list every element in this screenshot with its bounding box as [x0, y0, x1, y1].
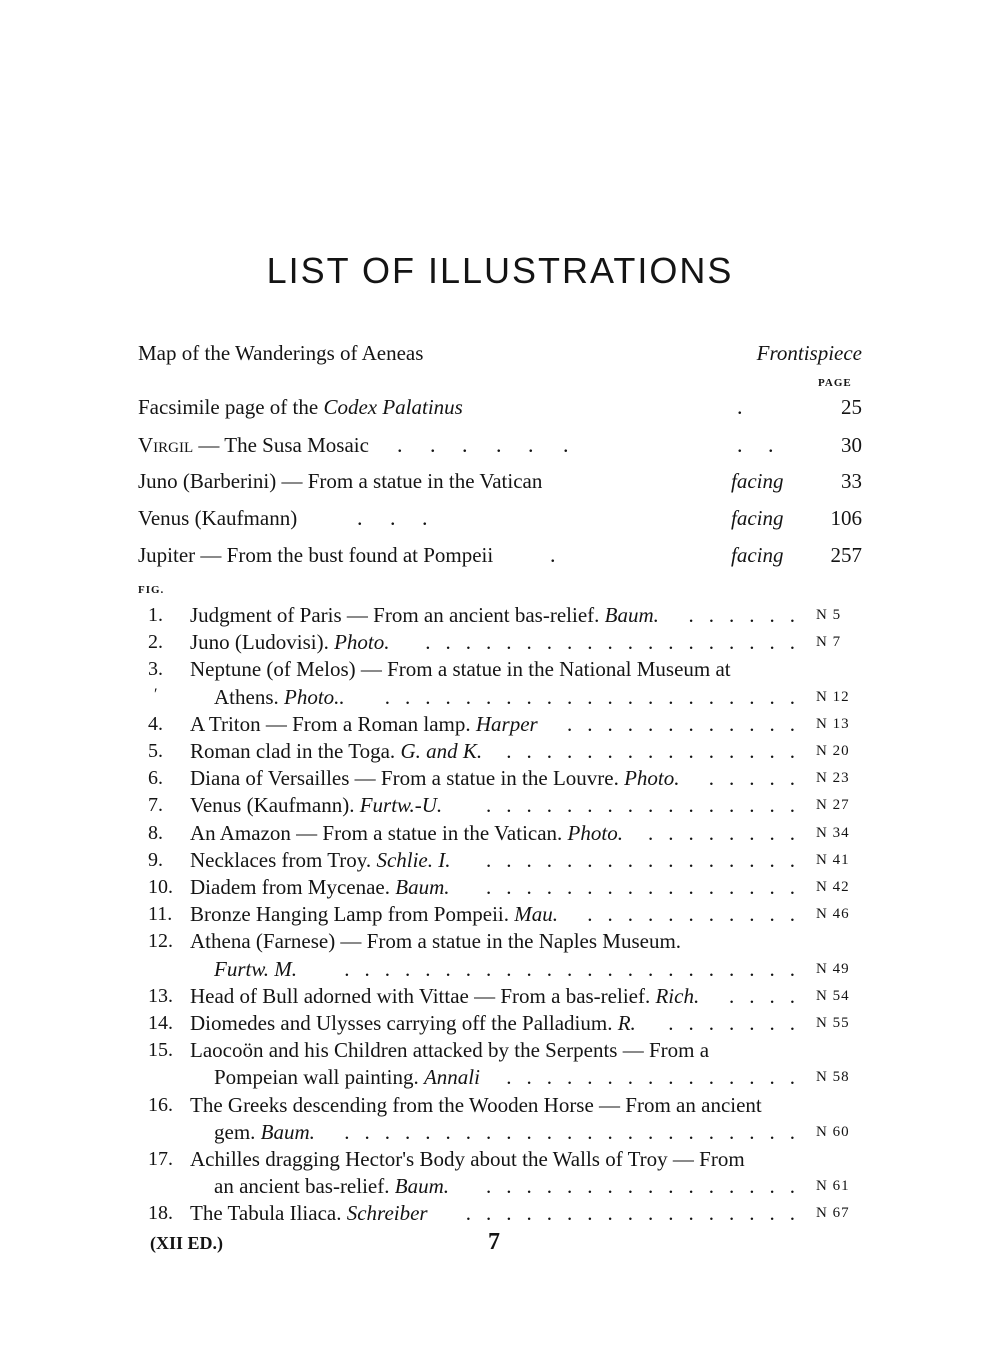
figure-caption	[190, 627, 390, 657]
figure-caption-text: Achilles dragging Hector's Body about the Walls of Troy — From	[190, 1147, 745, 1171]
page-title: LIST OF ILLUSTRATIONS	[266, 250, 734, 291]
leader-dot: .	[397, 432, 403, 457]
leader-dot: .	[737, 432, 743, 457]
figure-entry-line	[148, 1008, 862, 1038]
figure-source: Annali	[423, 1065, 480, 1090]
figure-caption	[190, 1198, 428, 1228]
figure-page-number: N 34	[816, 824, 850, 841]
plate-entry	[138, 466, 862, 496]
figure-number: 9.	[148, 848, 163, 871]
figure-number: 12.	[148, 930, 173, 953]
figure-entry-line	[148, 818, 862, 848]
plate-title: Facsimile page of the Codex Palatinus	[138, 395, 463, 419]
leader-dots: .......................	[344, 956, 810, 981]
facing-label: facing	[731, 506, 784, 530]
figure-caption-text: Bronze Hanging Lamp from Pompeii.	[190, 902, 510, 927]
figure-source: Photo..	[284, 684, 345, 709]
figure-source: Photo.	[334, 630, 390, 655]
figure-entry-line	[148, 1117, 862, 1147]
figure-page-number: N 46	[816, 906, 850, 923]
figure-page-number: N 41	[816, 851, 850, 868]
figure-source: G. and K.	[400, 739, 483, 763]
figure-source: Furtw. M.	[214, 956, 298, 981]
plate-title: Jupiter — From the bust found at Pompeii	[138, 543, 494, 567]
leader-dots: .....	[708, 766, 810, 791]
figure-entry-line	[148, 1090, 862, 1120]
figure-caption-text: The Greeks descending from the Wooden Horse — From an ancient	[190, 1092, 762, 1117]
figure-caption	[190, 600, 659, 630]
figure-page-number: N 42	[816, 879, 850, 895]
figure-source: Baum.	[395, 875, 450, 899]
figure-page-number: N 7	[816, 634, 842, 651]
leader-dot: .	[496, 432, 502, 457]
figure-number: 6.	[148, 767, 163, 790]
figure-page-number: N 5	[816, 607, 842, 623]
figure-number: 14.	[148, 1012, 173, 1034]
signature-mark: 7	[488, 1229, 500, 1255]
page-column-label: PAGE	[818, 377, 852, 389]
leader-dots: ................	[486, 875, 810, 899]
figure-number: 18.	[148, 1202, 173, 1225]
leader-dots: ...................	[425, 630, 810, 655]
leader-dots: ................	[486, 1174, 810, 1199]
figure-entry-line	[148, 926, 862, 956]
leader-dots: ................	[486, 847, 810, 872]
plate-title: Juno (Barberini) — From a statue in the Vatican	[138, 469, 543, 493]
figure-number: 4.	[148, 712, 163, 735]
figure-entry-line	[148, 654, 862, 684]
leader-dots: .................	[465, 1201, 810, 1226]
figure-entry-line	[148, 682, 862, 712]
figure-number: 7.	[148, 794, 163, 817]
figure-caption	[190, 1144, 745, 1174]
figure-caption-text: Pompeian wall painting.	[214, 1065, 419, 1090]
figure-caption	[190, 763, 680, 793]
figure-caption	[214, 1062, 480, 1092]
leader-dots: .....................	[384, 684, 810, 709]
figure-number: 10.	[148, 876, 173, 898]
figure-source: R.	[617, 1011, 636, 1035]
frontispiece-note: Frontispiece	[756, 341, 862, 365]
fig-column-label: FIG.	[138, 584, 165, 596]
plate-page-number: 257	[830, 543, 862, 567]
figure-caption	[190, 1035, 709, 1065]
figure-source: Baum.	[260, 1119, 315, 1144]
leader-dots: .......................	[344, 1119, 810, 1144]
figure-number: 11.	[148, 903, 173, 926]
figure-entry-line	[148, 790, 862, 820]
figure-caption	[190, 899, 558, 929]
figure-entry-line	[148, 763, 862, 793]
leader-dot: .	[390, 505, 396, 530]
plate-entry	[138, 540, 862, 570]
figure-caption-text: Laocoön and his Children attacked by the Serpents — From a	[190, 1038, 710, 1063]
figure-caption	[190, 981, 699, 1011]
figure-caption-text: Neptune (of Melos) — From a statue in the National Museum at	[190, 657, 731, 682]
margin-mark: ′	[154, 686, 158, 703]
figure-source: Baum.	[394, 1174, 449, 1199]
figure-caption-text: Venus (Kaufmann).	[190, 793, 355, 818]
figure-number: 15.	[148, 1039, 173, 1062]
facing-label: facing	[731, 543, 784, 567]
figure-entry-line	[148, 736, 862, 766]
figure-page-number: N 67	[816, 1205, 850, 1222]
figure-caption-text: Diomedes and Ulysses carrying off the Palladium.	[190, 1011, 613, 1035]
leader-dot: .	[737, 394, 743, 419]
plate-page-number: 106	[830, 506, 862, 530]
figure-caption-text: Diadem from Mycenae.	[190, 875, 391, 899]
facing-label: facing	[731, 469, 784, 493]
figure-page-number: N 55	[816, 1015, 850, 1031]
figure-entry-line	[148, 981, 862, 1011]
leader-dot: .	[430, 432, 436, 457]
figure-caption	[214, 954, 297, 984]
figure-number: 16.	[148, 1093, 173, 1116]
figure-source: Photo.	[567, 820, 623, 845]
figure-page-number: N 54	[816, 987, 850, 1004]
figure-entry-line	[148, 1198, 862, 1228]
figure-number: 13.	[148, 984, 173, 1007]
plate-page-number: 25	[841, 395, 862, 419]
figure-entry-line	[148, 872, 862, 902]
edition-mark: (XII ED.)	[150, 1233, 224, 1253]
figure-number: 2.	[148, 631, 163, 654]
figure-page-number: N 20	[816, 743, 850, 759]
leader-dots: ........	[648, 820, 810, 845]
figure-caption	[190, 845, 451, 875]
figure-source: Photo.	[624, 766, 680, 791]
figure-number: 17.	[148, 1148, 173, 1170]
figure-caption	[190, 1090, 762, 1120]
figure-caption-text: Juno (Ludovisi).	[190, 630, 329, 655]
figure-caption	[190, 790, 442, 820]
leader-dot: .	[462, 432, 468, 457]
leader-dots: ............	[567, 711, 810, 736]
figure-caption	[190, 1008, 636, 1038]
figure-caption-text: Judgment of Paris — From an ancient bas-relief.	[190, 603, 600, 627]
figure-caption	[190, 926, 681, 956]
figure-number: 3.	[148, 658, 163, 681]
figure-source: Mau.	[514, 902, 559, 927]
figure-number: 8.	[148, 821, 163, 844]
figure-source: Schreiber	[346, 1201, 428, 1226]
figure-number: 1.	[148, 604, 163, 626]
plate-entry	[138, 430, 862, 460]
figure-page-number: N 61	[816, 1178, 850, 1195]
figure-caption-text: Head of Bull adorned with Vittae — From a bas-relief.	[190, 983, 651, 1008]
figure-page-number: N 12	[816, 688, 850, 705]
figure-entry-line	[148, 1144, 862, 1174]
leader-dot: .	[550, 542, 556, 567]
figure-entry-line	[148, 1062, 862, 1092]
figure-entry-line	[148, 845, 862, 875]
figure-entry-line	[148, 709, 862, 739]
figure-entry-line	[148, 1035, 862, 1065]
leader-dots: ......	[688, 603, 810, 627]
figure-entry-line	[148, 600, 862, 630]
plate-page-number: 30	[841, 433, 862, 457]
figure-page-number: N 23	[816, 770, 850, 787]
figure-caption-text: an ancient bas-relief.	[214, 1174, 390, 1199]
figure-caption-text: Necklaces from Troy.	[190, 847, 372, 872]
figure-caption-text: Athena (Farnese) — From a statue in the Naples Museum.	[190, 929, 682, 954]
plate-title: Virgil — The Susa Mosaic	[138, 433, 369, 457]
figure-caption	[190, 736, 482, 766]
leader-dots: ...............	[506, 739, 810, 763]
plate-entry	[138, 392, 862, 422]
figure-page-number: N 49	[816, 960, 850, 977]
figure-caption-text: An Amazon — From a statue in the Vatican.	[190, 820, 563, 845]
leader-dots: ................	[486, 793, 810, 818]
plate-title: Venus (Kaufmann)	[138, 506, 298, 530]
leader-dot: .	[357, 505, 363, 530]
figure-entry-line	[148, 627, 862, 657]
figure-caption-text: Diana of Versailles — From a statue in the Louvre.	[190, 766, 619, 791]
figure-caption	[214, 682, 345, 712]
figure-caption	[190, 709, 538, 739]
figure-number: 5.	[148, 740, 163, 762]
figure-source: Baum.	[604, 603, 659, 627]
figure-caption-text: gem.	[214, 1119, 256, 1144]
plate-page-number: 33	[841, 469, 862, 493]
figure-entry-line	[148, 1171, 862, 1201]
figure-caption-text: The Tabula Iliaca.	[190, 1201, 342, 1226]
leader-dot: .	[422, 505, 428, 530]
figure-source: Schlie. I.	[376, 847, 451, 872]
frontispiece-entry	[138, 338, 862, 368]
leader-dot: .	[563, 432, 569, 457]
leader-dots: .......	[668, 1011, 810, 1035]
figure-entry-line	[148, 899, 862, 929]
leader-dots: ....	[729, 983, 810, 1008]
figure-caption	[190, 654, 731, 684]
leader-dots: ...............	[506, 1065, 810, 1090]
figure-source: Furtw.-U.	[359, 793, 443, 818]
figure-source: Harper	[475, 711, 538, 736]
figure-source: Rich.	[655, 983, 700, 1008]
figure-caption	[190, 872, 450, 902]
figure-caption	[190, 818, 623, 848]
leader-dot: .	[528, 432, 534, 457]
figure-page-number: N 60	[816, 1123, 850, 1140]
figure-entry-line	[148, 954, 862, 984]
figure-caption-text: A Triton — From a Roman lamp.	[190, 711, 471, 736]
frontispiece-text: Map of the Wanderings of Aeneas	[138, 341, 424, 365]
plate-title-italic: Codex Palatinus	[323, 395, 463, 419]
leader-dot: .	[768, 432, 774, 457]
figure-caption-text: Roman clad in the Toga.	[190, 739, 396, 763]
figure-caption-text: Athens.	[214, 684, 279, 709]
plate-entry	[138, 503, 862, 533]
figure-page-number: N 58	[816, 1069, 850, 1086]
figure-page-number: N 13	[816, 715, 850, 732]
figure-caption	[214, 1117, 315, 1147]
figure-caption	[214, 1171, 449, 1201]
figure-page-number: N 27	[816, 797, 850, 814]
leader-dots: ...........	[587, 902, 810, 927]
